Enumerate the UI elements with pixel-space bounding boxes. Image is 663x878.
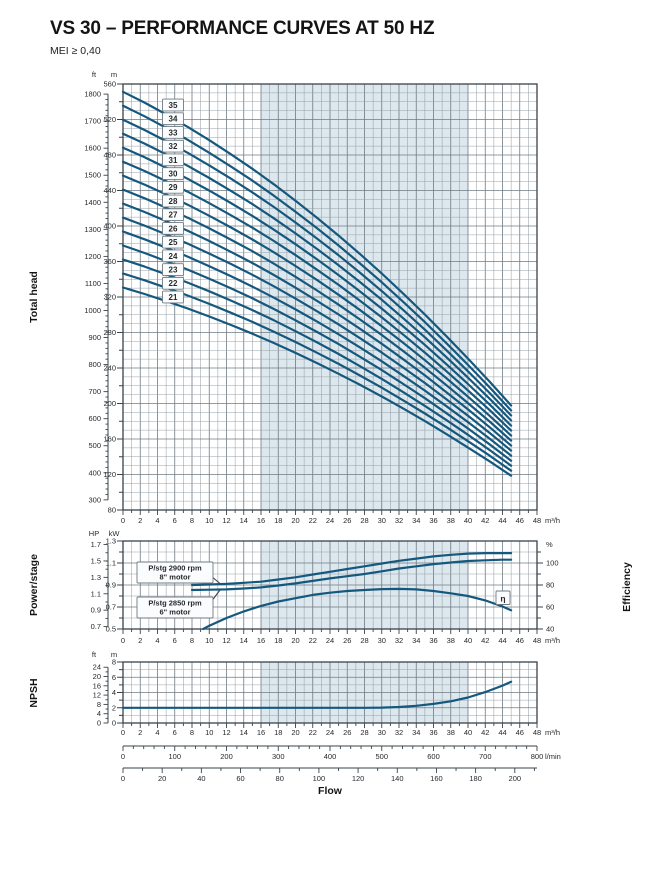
main-m-tick-label: 440 xyxy=(103,186,116,195)
x-m3h-tick-label: 32 xyxy=(394,728,404,737)
x-m3h-tick-label: 26 xyxy=(343,728,352,737)
x-m3h-tick-label: 24 xyxy=(325,728,335,737)
flow-gpm-tick-label: 40 xyxy=(197,774,206,783)
npsh-chart xyxy=(92,650,560,737)
npsh-ft-tick-label: 24 xyxy=(92,662,101,672)
x-m3h-tick-label: 0 xyxy=(120,516,126,525)
stage-label-27: 27 xyxy=(168,210,178,220)
power-2850rpm-label-box-line1: P/stg 2850 rpm xyxy=(148,598,202,608)
x-m3h-tick-label: 42 xyxy=(481,728,490,737)
x-m3h-tick-label: 16 xyxy=(256,636,266,645)
x-m3h-tick-label: 46 xyxy=(515,728,524,737)
npsh-m-tick-label: 6 xyxy=(111,672,116,682)
flow-gpm-tick-label: 120 xyxy=(351,774,365,783)
main-ft-tick-label: 1300 xyxy=(84,224,101,234)
power-hp-tick-label: 1.5 xyxy=(90,556,101,566)
power-hp-tick-label: 0.7 xyxy=(90,622,101,632)
x-m3h-tick-label: 28 xyxy=(360,728,369,737)
x-m3h-tick-label: 18 xyxy=(274,636,283,645)
main-ft-tick-label: 400 xyxy=(88,468,101,478)
lmin-tick-label: 200 xyxy=(220,752,233,761)
x-m3h-tick-label: 40 xyxy=(463,516,473,525)
main-m-tick-label: 400 xyxy=(103,221,116,231)
x-m3h-tick-label: 20 xyxy=(291,636,300,645)
main-m-tick-label: 520 xyxy=(103,115,116,124)
main-m-tick-label: 80 xyxy=(107,505,116,515)
efficiency-pct-tick-label: 80 xyxy=(546,580,555,590)
x-m3h-unit: m³/h xyxy=(545,516,560,525)
flow-gpm-tick-label: 20 xyxy=(158,774,167,783)
stage-label-30: 30 xyxy=(168,169,178,179)
npsh-ft-tick-label: 4 xyxy=(96,709,101,719)
flow-gpm-tick-label: 140 xyxy=(391,774,404,783)
power-2900rpm-label-box-line1: P/stg 2900 rpm xyxy=(148,563,202,573)
x-m3h-tick-label: 2 xyxy=(138,636,143,645)
efficiency-pct-unit: % xyxy=(546,540,553,549)
x-m3h-tick-label: 14 xyxy=(239,728,248,737)
power-kw-tick-label: 1.3 xyxy=(105,536,116,546)
x-m3h-tick-label: 44 xyxy=(498,636,507,645)
x-m3h-tick-label: 38 xyxy=(446,728,455,737)
lmin-tick-label: 700 xyxy=(478,752,492,761)
x-m3h-tick-label: 20 xyxy=(291,728,300,737)
flow-axis-title: Flow xyxy=(318,785,342,797)
main-ft-tick-label: 1100 xyxy=(84,278,101,288)
npsh-ft-tick-label: 12 xyxy=(92,690,101,700)
main-m-tick-label: 120 xyxy=(103,470,116,479)
x-m3h-tick-label: 42 xyxy=(481,516,490,525)
lmin-tick-label: 300 xyxy=(271,752,285,761)
x-m3h-tick-label: 30 xyxy=(377,516,386,525)
npsh-ft-tick-label: 0 xyxy=(96,718,101,728)
main-ft-unit: ft xyxy=(91,70,97,79)
x-m3h-tick-label: 12 xyxy=(222,636,231,645)
npsh-m-tick-label: 4 xyxy=(111,688,116,697)
main-m-tick-label: 360 xyxy=(103,257,116,266)
lmin-tick-label: 600 xyxy=(427,752,440,761)
x-m3h-tick-label: 10 xyxy=(205,728,214,737)
npsh-m-tick-label: 2 xyxy=(111,703,116,713)
x-m3h-tick-label: 44 xyxy=(498,728,507,737)
x-m3h-tick-label: 18 xyxy=(274,728,283,737)
x-m3h-tick-label: 28 xyxy=(360,636,369,645)
main-m-tick-label: 280 xyxy=(103,328,116,337)
x-m3h-tick-label: 4 xyxy=(155,636,160,645)
mei-rating: MEI ≥ 0,40 xyxy=(50,45,101,57)
power-kw-tick-label: 1.1 xyxy=(105,558,116,568)
x-m3h-tick-label: 0 xyxy=(120,728,126,737)
x-m3h-tick-label: 34 xyxy=(412,728,421,737)
x-m3h-tick-label: 0 xyxy=(120,636,126,645)
lmin-unit: l/min xyxy=(545,752,561,761)
x-m3h-tick-label: 38 xyxy=(446,636,455,645)
x-m3h-tick-label: 44 xyxy=(498,516,507,525)
stage-label-32: 32 xyxy=(168,142,178,152)
main-ft-tick-label: 1200 xyxy=(84,251,101,261)
power-hp-tick-label: 1.3 xyxy=(90,572,101,582)
power-2900rpm-label-box-line2: 8" motor xyxy=(159,572,191,582)
main-ft-tick-label: 900 xyxy=(88,333,101,343)
x-m3h-tick-label: 10 xyxy=(205,636,214,645)
x-m3h-tick-label: 6 xyxy=(172,636,177,645)
npsh-axis-title: NPSH xyxy=(28,678,40,708)
x-m3h-tick-label: 8 xyxy=(189,516,195,525)
main-ft-tick-label: 700 xyxy=(88,387,101,397)
flow-gpm-tick-label: 100 xyxy=(312,774,326,783)
npsh-m-tick-label: 0 xyxy=(111,718,116,728)
power-kw-tick-label: 0.9 xyxy=(105,580,116,590)
main-ft-tick-label: 1000 xyxy=(84,305,101,315)
x-m3h-tick-label: 16 xyxy=(256,728,266,737)
lmin-tick-label: 800 xyxy=(530,752,544,761)
x-m3h-tick-label: 2 xyxy=(138,728,143,737)
x-m3h-tick-label: 4 xyxy=(155,728,160,737)
stage-label-31: 31 xyxy=(168,155,178,165)
x-m3h-tick-label: 32 xyxy=(394,516,404,525)
main-m-tick-label: 200 xyxy=(103,399,116,408)
main-m-tick-label: 320 xyxy=(103,292,116,302)
main-ft-tick-label: 1800 xyxy=(84,89,101,99)
npsh-ft-tick-label: 8 xyxy=(96,699,101,709)
x-m3h-unit: m³/h xyxy=(545,636,560,645)
x-m3h-tick-label: 48 xyxy=(532,516,542,525)
x-m3h-tick-label: 4 xyxy=(155,516,160,525)
stage-label-22: 22 xyxy=(168,279,178,289)
main-m-tick-label: 240 xyxy=(103,363,116,373)
page-title: VS 30 – PERFORMANCE CURVES AT 50 HZ xyxy=(50,18,435,39)
main-m-tick-label: 160 xyxy=(103,434,116,444)
x-m3h-tick-label: 26 xyxy=(343,636,352,645)
flow-gpm-tick-label: 160 xyxy=(430,774,443,783)
x-m3h-tick-label: 24 xyxy=(325,636,335,645)
flow-gpm-tick-label: 80 xyxy=(275,774,284,783)
lmin-tick-label: 400 xyxy=(323,752,337,761)
efficiency-pct-tick-label: 100 xyxy=(546,558,559,568)
stage-label-29: 29 xyxy=(168,183,178,193)
main-ft-tick-label: 1700 xyxy=(84,116,101,126)
x-m3h-tick-label: 12 xyxy=(222,516,231,525)
npsh-ft-tick-label: 16 xyxy=(92,681,101,691)
x-m3h-tick-label: 46 xyxy=(515,636,524,645)
flow-gpm-tick-label: 0 xyxy=(120,774,126,783)
x-m3h-tick-label: 2 xyxy=(138,516,143,525)
x-m3h-tick-label: 8 xyxy=(189,728,195,737)
x-m3h-tick-label: 42 xyxy=(481,636,490,645)
flow-gpm-axis xyxy=(121,768,537,783)
power-2850rpm-label-box-line2: 6" motor xyxy=(159,607,191,617)
power-hp-tick-label: 1.1 xyxy=(90,589,101,599)
x-m3h-tick-label: 14 xyxy=(239,636,248,645)
stage-label-35: 35 xyxy=(168,100,178,110)
x-m3h-tick-label: 24 xyxy=(325,516,335,525)
x-m3h-tick-label: 16 xyxy=(256,516,266,525)
stage-label-23: 23 xyxy=(168,265,178,275)
x-m3h-tick-label: 12 xyxy=(222,728,231,737)
x-m3h-tick-label: 22 xyxy=(308,728,317,737)
x-m3h-tick-label: 30 xyxy=(377,728,386,737)
main-m-tick-label: 560 xyxy=(103,79,116,89)
x-m3h-tick-label: 22 xyxy=(308,516,317,525)
x-m3h-tick-label: 18 xyxy=(274,516,283,525)
x-m3h-tick-label: 6 xyxy=(172,728,177,737)
npsh-ft-unit: ft xyxy=(91,650,97,659)
power-hp-unit: HP xyxy=(88,529,100,538)
generated-chart-layers xyxy=(84,70,561,783)
main-ft-tick-label: 600 xyxy=(88,414,101,424)
power-per-stage-axis-title: Power/stage xyxy=(28,554,40,616)
main-ft-tick-label: 1400 xyxy=(84,197,101,207)
x-m3h-tick-label: 48 xyxy=(532,636,542,645)
main-ft-tick-label: 1600 xyxy=(84,143,101,153)
flow-gpm-tick-label: 60 xyxy=(236,774,245,783)
lmin-tick-label: 0 xyxy=(120,752,126,761)
main-ft-tick-label: 1500 xyxy=(84,170,101,180)
x-m3h-tick-label: 36 xyxy=(429,516,438,525)
power-hp-tick-label: 1.7 xyxy=(90,540,101,550)
npsh-m-tick-label: 8 xyxy=(111,657,116,667)
x-m3h-tick-label: 28 xyxy=(360,516,369,525)
x-m3h-tick-label: 36 xyxy=(429,728,438,737)
stage-label-33: 33 xyxy=(168,128,178,138)
efficiency-axis-title: Efficiency xyxy=(621,562,633,612)
x-m3h-tick-label: 22 xyxy=(308,636,317,645)
x-m3h-tick-label: 40 xyxy=(463,728,473,737)
efficiency-eta-label: η xyxy=(500,593,506,604)
x-m3h-tick-label: 10 xyxy=(205,516,214,525)
npsh-ft-tick-label: 20 xyxy=(92,672,101,682)
x-m3h-tick-label: 46 xyxy=(515,516,524,525)
x-m3h-tick-label: 6 xyxy=(172,516,177,525)
npsh-m-unit: m xyxy=(110,650,118,659)
main-chart xyxy=(84,70,560,525)
stage-label-24: 24 xyxy=(168,251,178,261)
main-m-tick-label: 480 xyxy=(103,150,116,160)
power-chart xyxy=(89,529,560,645)
stage-label-28: 28 xyxy=(168,196,178,206)
efficiency-pct-tick-label: 60 xyxy=(546,602,555,612)
x-m3h-tick-label: 38 xyxy=(446,516,455,525)
stage-label-26: 26 xyxy=(168,224,178,234)
x-m3h-tick-label: 14 xyxy=(239,516,248,525)
main-ft-tick-label: 300 xyxy=(88,495,101,505)
power-kw-tick-label: 0.7 xyxy=(105,602,116,612)
x-m3h-tick-label: 8 xyxy=(189,636,195,645)
stage-label-25: 25 xyxy=(168,238,178,248)
x-m3h-tick-label: 32 xyxy=(394,636,404,645)
x-m3h-tick-label: 40 xyxy=(463,636,473,645)
x-m3h-tick-label: 30 xyxy=(377,636,386,645)
x-m3h-tick-label: 34 xyxy=(412,636,421,645)
efficiency-pct-tick-label: 40 xyxy=(546,624,555,634)
flow-gpm-tick-label: 200 xyxy=(508,774,522,783)
stage-label-34: 34 xyxy=(168,114,178,124)
stage-label-21: 21 xyxy=(168,292,178,302)
power-kw-tick-label: 0.5 xyxy=(105,624,116,634)
power-kw-unit: kW xyxy=(108,529,120,538)
lmin-tick-label: 100 xyxy=(168,752,182,761)
x-m3h-tick-label: 48 xyxy=(532,728,542,737)
total-head-axis-title: Total head xyxy=(28,271,40,323)
x-m3h-tick-label: 36 xyxy=(429,636,438,645)
lmin-tick-label: 500 xyxy=(375,752,389,761)
x-m3h-unit: m³/h xyxy=(545,728,560,737)
main-ft-tick-label: 500 xyxy=(88,441,101,451)
x-m3h-tick-label: 34 xyxy=(412,516,421,525)
x-m3h-tick-label: 26 xyxy=(343,516,352,525)
power-hp-tick-label: 0.9 xyxy=(90,605,101,615)
x-m3h-tick-label: 20 xyxy=(291,516,300,525)
main-m-unit: m xyxy=(110,70,118,79)
flow-gpm-tick-label: 180 xyxy=(469,774,482,783)
main-ft-tick-label: 800 xyxy=(88,360,101,370)
lmin-axis xyxy=(121,746,561,761)
